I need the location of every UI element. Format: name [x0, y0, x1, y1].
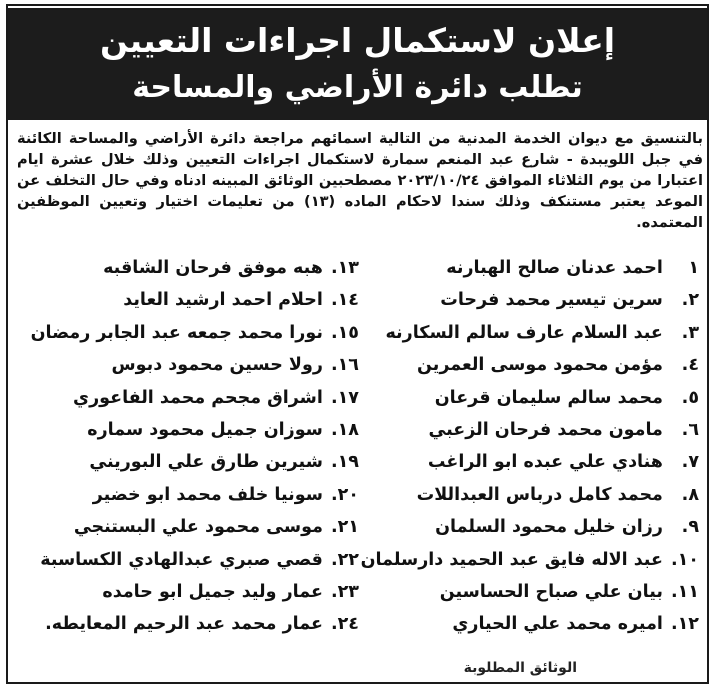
item-number: ٥.	[681, 387, 699, 408]
item-number: ٤.	[681, 355, 699, 376]
item-number: ٣.	[681, 322, 699, 343]
item-name: عبد الاله فايق عبد الحميد دارسلمان	[360, 549, 663, 570]
item-name: احمد عدنان صالح الهبارنه	[446, 258, 663, 278]
notice-header	[8, 8, 707, 120]
item-number: ٢.	[681, 290, 699, 311]
item-name: عمار وليد جميل ابو حامده	[102, 581, 323, 602]
item-name: محمد سالم سليمان قرعان	[434, 387, 663, 408]
names-column-right	[359, 252, 699, 641]
list-item	[19, 317, 359, 349]
item-name: رولا حسين محمود دبوس	[111, 355, 323, 376]
item-number: ٢٢.	[330, 549, 359, 570]
item-number: ١٧.	[330, 387, 359, 408]
intro-paragraph: بالتنسيق مع ديوان الخدمة المدنية من التالية اسمائهم مراجعة دائرة الأراضي والمساحة الكائنة في جبل اللويبدة - شارع عبد المنعم سمارة لاستكمال اجراءات التعيين وذلك خلال عشرة ايام اعتبارا من يوم الثلاثاء الموافق ٢٠٢٣/١٠/٢٤ مصطحبين الوثائق المبينه ادناه وفي حال التخلف عن الموعد يعتبر مستنكف وذلك سندا لاحكام الماده (١٣) من تعليمات اختيار وتعيين الموظفين المعتمده.	[17, 130, 703, 231]
item-name: نورا محمد جمعه عبد الجابر رمضان	[30, 322, 323, 343]
item-number: ١٠.	[670, 549, 699, 570]
list-item	[19, 349, 359, 381]
names-column-left	[19, 252, 359, 641]
list-item	[359, 349, 699, 381]
list-item	[19, 382, 359, 414]
item-number: ٩.	[681, 517, 699, 538]
item-name: اميره محمد علي الحياري	[452, 614, 663, 635]
item-number: ٧.	[681, 452, 699, 473]
list-item	[19, 576, 359, 608]
item-number: ٢١.	[330, 517, 359, 538]
item-name: سونيا خلف محمد ابو خضير	[92, 484, 323, 505]
list-item	[19, 511, 359, 543]
item-number: ١	[688, 258, 699, 278]
item-name: عمار محمد عبد الرحيم المعايطه.	[45, 614, 323, 635]
list-item	[19, 479, 359, 511]
item-name: هبه موفق فرحان الشاقبه	[103, 258, 323, 278]
item-number: ٢٣.	[330, 581, 359, 602]
list-item	[19, 252, 359, 284]
list-item	[359, 544, 699, 576]
item-name: رزان خليل محمود السلمان	[435, 517, 663, 538]
item-number: ١٤.	[330, 290, 359, 311]
item-name: موسى محمود علي البستنجي	[73, 517, 323, 538]
notice-title: إعلان لاستكمال اجراءات التعيين	[99, 21, 616, 60]
list-item	[359, 511, 699, 543]
item-name: احلام احمد ارشيد العايد	[123, 290, 323, 311]
item-name: شيرين طارق علي البوريني	[89, 452, 323, 473]
list-item	[19, 284, 359, 316]
notice-subtitle: تطلب دائرة الأراضي والمساحة	[132, 70, 583, 105]
list-item	[359, 479, 699, 511]
list-item	[359, 414, 699, 446]
item-name: هنادي علي عبده ابو الراغب	[427, 452, 663, 473]
item-number: ٦.	[681, 419, 699, 440]
item-name: مؤمن محمود موسى العمرين	[417, 355, 663, 376]
item-number: ٢٤.	[330, 614, 359, 635]
item-name: محمد كامل درباس العبداللات	[416, 484, 663, 505]
list-item	[19, 608, 359, 640]
list-item	[359, 608, 699, 640]
list-item	[359, 446, 699, 478]
item-name: سرين تيسير محمد فرحات	[440, 290, 663, 311]
item-name: مامون محمد فرحان الزعبي	[428, 419, 663, 440]
list-item	[19, 544, 359, 576]
footer-text: الوثائق المطلوبة	[463, 660, 577, 676]
item-number: ٢٠.	[330, 484, 359, 505]
item-number: ٨.	[681, 484, 699, 505]
item-number: ١٣.	[330, 258, 359, 278]
names-list	[19, 252, 699, 641]
item-number: ١٦.	[330, 355, 359, 376]
item-name: عبد السلام عارف سالم السكارنه	[385, 322, 663, 343]
list-item	[359, 284, 699, 316]
list-item	[19, 446, 359, 478]
item-number: ١١.	[670, 581, 699, 602]
list-item	[359, 252, 699, 284]
item-name: سوزان جميل محمود سماره	[87, 419, 323, 440]
list-item	[359, 382, 699, 414]
item-number: ١٨.	[330, 419, 359, 440]
list-item	[19, 414, 359, 446]
item-number: ١٩.	[330, 452, 359, 473]
list-item	[359, 317, 699, 349]
item-number: ١٥.	[330, 322, 359, 343]
list-item	[359, 576, 699, 608]
item-name: بيان علي صباح الحساسين	[439, 581, 663, 602]
item-name: اشراق مجحم محمد الفاعوري	[73, 387, 323, 408]
item-name: قصي صبري عبدالهادي الكساسبة	[40, 549, 323, 570]
item-number: ١٢.	[670, 614, 699, 635]
